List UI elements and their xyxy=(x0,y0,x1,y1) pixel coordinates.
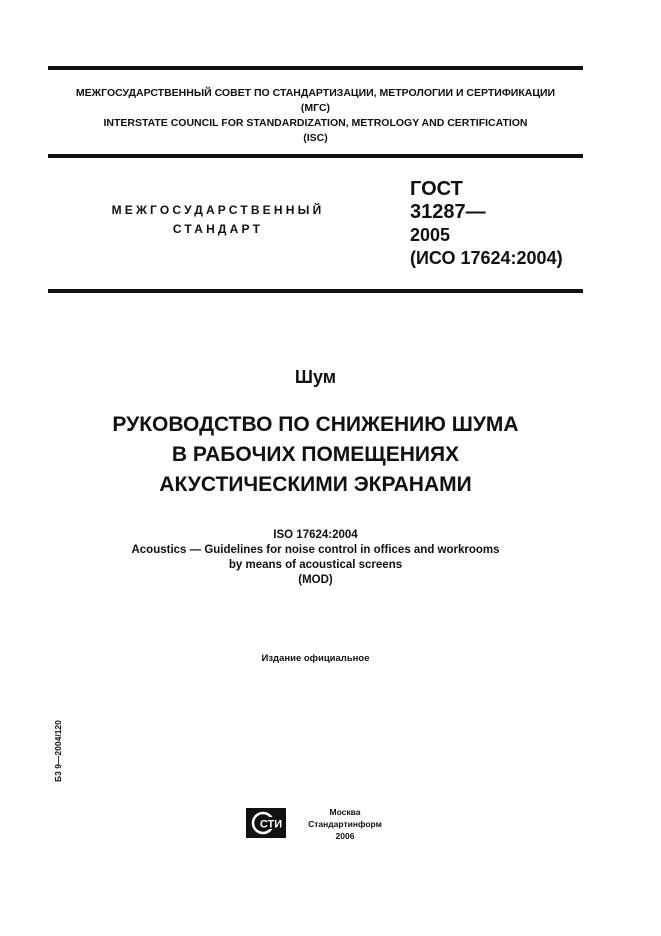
iso-number: ISO 17624:2004 xyxy=(273,529,358,541)
main-title-line2: В РАБОЧИХ ПОМЕЩЕНИЯХ xyxy=(171,443,460,466)
publisher-logo-icon xyxy=(246,808,286,838)
side-code xyxy=(52,672,64,782)
council-en: INTERSTATE COUNCIL FOR STANDARDIZATION, METROLOGY AND CERTIFICATION xyxy=(103,117,528,129)
top-rule xyxy=(48,66,583,70)
council-en-abbr: (ISC) xyxy=(303,132,328,144)
subject-title: Шум xyxy=(294,367,337,387)
publisher-name: Стандартинформ xyxy=(308,819,382,829)
publisher-block xyxy=(300,806,390,842)
main-title xyxy=(48,410,583,500)
iso-block xyxy=(48,528,583,588)
council-ru-abbr: (МГС) xyxy=(300,102,331,114)
lower-rule xyxy=(48,289,583,293)
main-title-line3: АКУСТИЧЕСКИМИ ЭКРАНАМИ xyxy=(159,473,472,496)
council-ru: МЕЖГОСУДАРСТВЕННЫЙ СОВЕТ ПО СТАНДАРТИЗАЦИИ, МЕТРОЛОГИИ И СЕРТИФИКАЦИИ xyxy=(75,87,556,99)
edition-note: Издание официальное xyxy=(261,653,370,664)
gost-year: 2005 xyxy=(410,225,451,245)
council-block xyxy=(48,86,583,146)
standard-type xyxy=(78,201,358,239)
side-code-text: Б3 9—2004/120 xyxy=(53,720,63,782)
publisher-year: 2006 xyxy=(335,831,355,841)
middle-rule xyxy=(48,154,583,158)
main-title-line1: РУКОВОДСТВО ПО СНИЖЕНИЮ ШУМА xyxy=(112,413,519,436)
publisher-logo-text: СТИ xyxy=(259,818,283,831)
publisher-city: Москва xyxy=(329,807,361,817)
gost-number: 31287— xyxy=(410,201,486,223)
iso-title-line2: by means of acoustical screens xyxy=(228,559,403,571)
standard-type-line1: МЕЖГОСУДАРСТВЕННЫЙ xyxy=(111,203,325,217)
standard-type-line2: СТАНДАРТ xyxy=(172,222,264,236)
iso-mod: (MOD) xyxy=(298,574,333,586)
gost-designation xyxy=(410,178,610,270)
iso-title-line1: Acoustics — Guidelines for noise control in offices and workrooms xyxy=(131,544,500,556)
gost-label: ГОСТ xyxy=(410,178,463,200)
gost-iso-ref: (ИСО 17624:2004) xyxy=(410,248,563,268)
